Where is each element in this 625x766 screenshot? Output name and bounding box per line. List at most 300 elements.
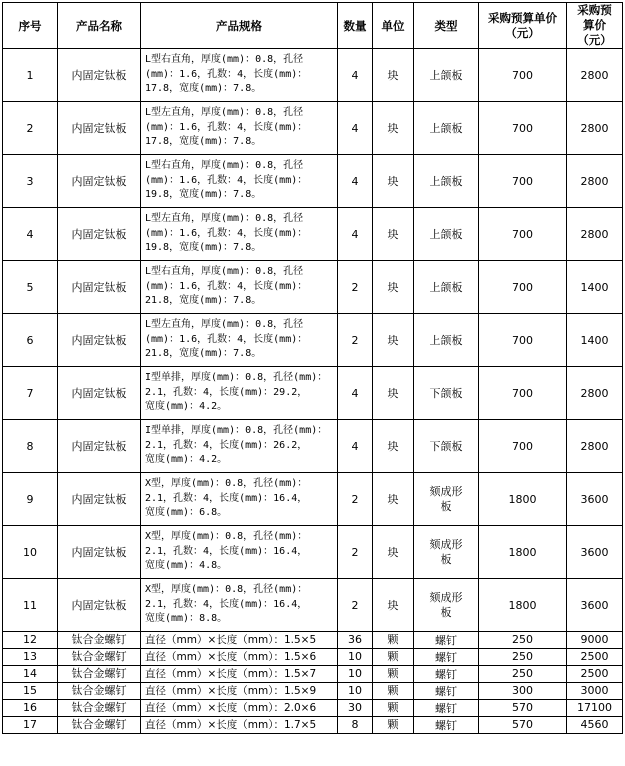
table-row	[3, 473, 623, 526]
cell-seq	[3, 632, 58, 649]
cell-name-text: 内固定钛板	[71, 546, 127, 559]
cell-total-text: 2800	[580, 174, 609, 188]
cell-spec-text: 直径（mm）×长度（mm）：1.7×5	[145, 719, 317, 731]
cell-name	[58, 155, 141, 208]
cell-unit	[373, 579, 414, 632]
cell-type-text: 螺钉	[435, 633, 457, 647]
cell-price	[479, 700, 567, 717]
cell-name-text: 内固定钛板	[71, 281, 127, 294]
cell-qty-text: 2	[351, 280, 359, 294]
cell-spec	[141, 102, 338, 155]
cell-spec	[141, 526, 338, 579]
cell-total	[567, 420, 623, 473]
cell-seq	[3, 261, 58, 314]
cell-spec-text: L型左直角，厚度(mm)：0.8，孔径 (mm)：1.6，孔数：4，长度(mm)： 19.8，宽度(mm)：7.8。	[145, 213, 308, 254]
cell-seq	[3, 649, 58, 666]
cell-type-text: 螺钉	[435, 684, 457, 698]
cell-seq-text: 1	[26, 68, 34, 82]
cell-name-text: 内固定钛板	[71, 599, 127, 612]
table-row	[3, 314, 623, 367]
cell-total	[567, 261, 623, 314]
cell-total	[567, 314, 623, 367]
cell-name	[58, 632, 141, 649]
header-total-text: 采购预 算价 （元）	[577, 3, 612, 47]
cell-price-text: 700	[512, 68, 533, 82]
cell-name-text: 钛合金螺钉	[71, 650, 127, 663]
cell-name	[58, 420, 141, 473]
cell-total-text: 9000	[580, 633, 609, 646]
cell-seq	[3, 314, 58, 367]
table-row	[3, 261, 623, 314]
header-price	[479, 3, 567, 49]
cell-price-text: 700	[512, 333, 533, 347]
cell-qty	[338, 367, 373, 420]
cell-qty	[338, 102, 373, 155]
cell-type	[414, 683, 479, 700]
cell-qty	[338, 49, 373, 102]
cell-total-text: 3600	[580, 545, 609, 559]
cell-price	[479, 683, 567, 700]
cell-price-text: 1800	[508, 545, 537, 559]
cell-spec	[141, 155, 338, 208]
header-spec: 产品规格	[141, 3, 338, 49]
cell-unit-text: 颗	[387, 650, 399, 663]
table-row	[3, 632, 623, 649]
cell-unit	[373, 683, 414, 700]
cell-price	[479, 420, 567, 473]
header-price-text: 采购预算单价 （元）	[488, 10, 557, 40]
cell-name-text: 钛合金螺钉	[71, 718, 127, 731]
table-row	[3, 208, 623, 261]
cell-total-text: 2800	[580, 121, 609, 135]
cell-unit	[373, 473, 414, 526]
cell-qty	[338, 314, 373, 367]
cell-spec-text: L型右直角，厚度(mm)：0.8，孔径 (mm)：1.6，孔数：4，长度(mm)： 17.8，宽度(mm)：7.8。	[145, 54, 308, 95]
cell-seq-text: 10	[23, 545, 37, 559]
cell-type	[414, 420, 479, 473]
cell-total-text: 2800	[580, 227, 609, 241]
cell-total	[567, 526, 623, 579]
cell-price-text: 1800	[508, 492, 537, 506]
cell-qty-text: 10	[348, 684, 362, 697]
cell-price-text: 250	[512, 633, 533, 646]
cell-spec-text: X型，厚度(mm)：0.8，孔径(mm)： 2.1，孔数：4，长度(mm)：16.4， 宽度(mm)：6.8。	[145, 478, 308, 519]
cell-name-text: 钛合金螺钉	[71, 633, 127, 646]
table-row	[3, 49, 623, 102]
cell-total	[567, 666, 623, 683]
header-row	[3, 3, 623, 49]
cell-total	[567, 473, 623, 526]
cell-total-text: 3600	[580, 492, 609, 506]
cell-spec-text: 直径（mm）×长度（mm）：1.5×9	[145, 685, 317, 697]
cell-unit	[373, 367, 414, 420]
cell-spec-text: L型左直角，厚度(mm)：0.8，孔径 (mm)：1.6，孔数：4，长度(mm)： 21.8，宽度(mm)：7.8。	[145, 319, 308, 360]
cell-total	[567, 717, 623, 734]
cell-qty-text: 4	[351, 227, 359, 241]
cell-unit-text: 颗	[387, 684, 399, 697]
cell-type-text: 螺钉	[435, 650, 457, 664]
cell-total	[567, 367, 623, 420]
cell-qty-text: 4	[351, 121, 359, 135]
cell-type	[414, 526, 479, 579]
cell-name	[58, 367, 141, 420]
cell-type	[414, 700, 479, 717]
cell-name-text: 钛合金螺钉	[71, 667, 127, 680]
cell-type-text: 上颌板	[429, 227, 463, 241]
table-row	[3, 367, 623, 420]
cell-type	[414, 314, 479, 367]
cell-unit	[373, 102, 414, 155]
cell-seq	[3, 683, 58, 700]
cell-spec	[141, 683, 338, 700]
cell-total-text: 17100	[577, 701, 612, 714]
table-row	[3, 700, 623, 717]
table-row	[3, 666, 623, 683]
cell-price	[479, 314, 567, 367]
cell-price	[479, 208, 567, 261]
cell-total	[567, 579, 623, 632]
cell-price-text: 250	[512, 650, 533, 663]
cell-spec-text: 直径（mm）×长度（mm）：1.5×6	[145, 651, 317, 663]
cell-name-text: 内固定钛板	[71, 440, 127, 453]
header-name: 产品名称	[58, 3, 141, 49]
header-unit: 单位	[373, 3, 414, 49]
cell-price-text: 700	[512, 439, 533, 453]
cell-price-text: 700	[512, 121, 533, 135]
cell-seq-text: 13	[23, 650, 37, 663]
cell-qty-text: 8	[351, 718, 359, 731]
table-row	[3, 683, 623, 700]
cell-unit	[373, 666, 414, 683]
cell-type	[414, 102, 479, 155]
cell-unit-text: 块	[387, 599, 399, 612]
cell-total	[567, 649, 623, 666]
cell-qty-text: 36	[348, 633, 362, 646]
header-total	[567, 3, 623, 49]
cell-spec	[141, 261, 338, 314]
cell-total	[567, 49, 623, 102]
cell-qty	[338, 632, 373, 649]
cell-price	[479, 632, 567, 649]
cell-unit	[373, 208, 414, 261]
cell-unit	[373, 526, 414, 579]
cell-name	[58, 526, 141, 579]
cell-type-text: 上颌板	[429, 333, 463, 347]
table-row	[3, 420, 623, 473]
cell-price	[479, 717, 567, 734]
cell-seq-text: 7	[26, 386, 34, 400]
cell-price	[479, 526, 567, 579]
table-row	[3, 526, 623, 579]
cell-price-text: 700	[512, 386, 533, 400]
cell-total-text: 2800	[580, 68, 609, 82]
cell-seq-text: 17	[23, 718, 37, 731]
cell-total-text: 2800	[580, 386, 609, 400]
cell-unit-text: 块	[387, 387, 399, 400]
header-type: 类型	[414, 3, 479, 49]
cell-spec	[141, 649, 338, 666]
cell-type	[414, 208, 479, 261]
cell-seq	[3, 666, 58, 683]
table-row	[3, 649, 623, 666]
cell-unit	[373, 49, 414, 102]
cell-name	[58, 102, 141, 155]
cell-qty-text: 2	[351, 492, 359, 506]
cell-name	[58, 683, 141, 700]
cell-unit	[373, 420, 414, 473]
cell-unit	[373, 700, 414, 717]
cell-qty	[338, 420, 373, 473]
cell-qty	[338, 473, 373, 526]
cell-type-text: 螺钉	[435, 701, 457, 715]
cell-total	[567, 208, 623, 261]
cell-price	[479, 367, 567, 420]
cell-unit-text: 颗	[387, 633, 399, 646]
cell-name	[58, 717, 141, 734]
cell-type-text: 颏成形 板	[429, 538, 463, 566]
cell-unit	[373, 649, 414, 666]
cell-total-text: 2500	[580, 667, 609, 680]
cell-price	[479, 666, 567, 683]
cell-unit	[373, 632, 414, 649]
cell-spec-text: X型，厚度(mm)：0.8，孔径(mm)： 2.1，孔数：4，长度(mm)：16.4， 宽度(mm)：4.8。	[145, 531, 308, 572]
cell-seq-text: 14	[23, 667, 37, 680]
cell-type	[414, 579, 479, 632]
cell-unit-text: 块	[387, 69, 399, 82]
cell-spec-text: L型右直角，厚度(mm)：0.8，孔径 (mm)：1.6，孔数：4，长度(mm)： 19.8，宽度(mm)：7.8。	[145, 160, 308, 201]
cell-qty	[338, 683, 373, 700]
cell-price-text: 700	[512, 280, 533, 294]
cell-name-text: 内固定钛板	[71, 122, 127, 135]
cell-qty-text: 2	[351, 598, 359, 612]
table-row	[3, 155, 623, 208]
cell-seq	[3, 49, 58, 102]
cell-qty	[338, 579, 373, 632]
cell-qty	[338, 208, 373, 261]
cell-spec	[141, 314, 338, 367]
cell-name-text: 内固定钛板	[71, 228, 127, 241]
cell-qty-text: 2	[351, 333, 359, 347]
cell-seq-text: 6	[26, 333, 34, 347]
cell-total-text: 4560	[580, 718, 609, 731]
cell-type-text: 螺钉	[435, 667, 457, 681]
cell-unit-text: 块	[387, 228, 399, 241]
cell-qty-text: 4	[351, 386, 359, 400]
cell-unit-text: 块	[387, 175, 399, 188]
cell-price	[479, 49, 567, 102]
cell-unit	[373, 717, 414, 734]
cell-spec	[141, 666, 338, 683]
cell-unit-text: 块	[387, 122, 399, 135]
cell-qty	[338, 666, 373, 683]
cell-seq-text: 4	[26, 227, 34, 241]
cell-name-text: 钛合金螺钉	[71, 701, 127, 714]
cell-total	[567, 155, 623, 208]
cell-spec	[141, 420, 338, 473]
cell-qty-text: 10	[348, 650, 362, 663]
cell-type	[414, 155, 479, 208]
cell-name	[58, 700, 141, 717]
cell-spec	[141, 579, 338, 632]
cell-price-text: 300	[512, 684, 533, 697]
cell-price-text: 250	[512, 667, 533, 680]
cell-price-text: 570	[512, 701, 533, 714]
cell-type-text: 下颌板	[429, 439, 463, 453]
cell-type-text: 下颌板	[429, 386, 463, 400]
cell-type	[414, 367, 479, 420]
cell-seq-text: 3	[26, 174, 34, 188]
cell-name-text: 内固定钛板	[71, 387, 127, 400]
cell-type-text: 上颌板	[429, 68, 463, 82]
cell-spec-text: L型右直角，厚度(mm)：0.8，孔径 (mm)：1.6，孔数：4，长度(mm)： 21.8，宽度(mm)：7.8。	[145, 266, 308, 307]
cell-price-text: 700	[512, 227, 533, 241]
cell-spec	[141, 367, 338, 420]
cell-price-text: 570	[512, 718, 533, 731]
cell-qty	[338, 700, 373, 717]
cell-seq	[3, 420, 58, 473]
header-seq: 序号	[3, 3, 58, 49]
cell-name	[58, 314, 141, 367]
cell-type	[414, 649, 479, 666]
cell-name	[58, 49, 141, 102]
cell-price	[479, 155, 567, 208]
cell-price	[479, 579, 567, 632]
cell-name-text: 内固定钛板	[71, 69, 127, 82]
cell-name	[58, 261, 141, 314]
cell-type-text: 颏成形 板	[429, 485, 463, 513]
cell-total	[567, 632, 623, 649]
cell-type	[414, 261, 479, 314]
cell-name	[58, 649, 141, 666]
cell-type	[414, 473, 479, 526]
cell-type-text: 颏成形 板	[429, 591, 463, 619]
procurement-table	[2, 2, 623, 734]
cell-name-text: 内固定钛板	[71, 334, 127, 347]
cell-qty	[338, 261, 373, 314]
cell-price-text: 700	[512, 174, 533, 188]
cell-qty-text: 4	[351, 68, 359, 82]
cell-spec	[141, 632, 338, 649]
cell-qty-text: 2	[351, 545, 359, 559]
cell-qty-text: 10	[348, 667, 362, 680]
cell-price	[479, 102, 567, 155]
cell-type-text: 上颌板	[429, 121, 463, 135]
cell-unit-text: 块	[387, 493, 399, 506]
cell-seq	[3, 473, 58, 526]
cell-spec-text: 直径（mm）×长度（mm）：1.5×5	[145, 634, 317, 646]
cell-seq	[3, 526, 58, 579]
cell-seq	[3, 155, 58, 208]
cell-seq-text: 16	[23, 701, 37, 714]
cell-unit	[373, 314, 414, 367]
table-row	[3, 579, 623, 632]
cell-seq	[3, 717, 58, 734]
cell-unit-text: 块	[387, 546, 399, 559]
cell-type-text: 上颌板	[429, 280, 463, 294]
cell-unit-text: 颗	[387, 701, 399, 714]
cell-total-text: 2500	[580, 650, 609, 663]
cell-price	[479, 473, 567, 526]
cell-name	[58, 208, 141, 261]
cell-seq-text: 9	[26, 492, 34, 506]
cell-unit-text: 块	[387, 334, 399, 347]
cell-seq	[3, 208, 58, 261]
cell-qty	[338, 155, 373, 208]
cell-total-text: 1400	[580, 280, 609, 294]
cell-name	[58, 666, 141, 683]
cell-unit	[373, 155, 414, 208]
cell-type	[414, 666, 479, 683]
cell-type-text: 螺钉	[435, 718, 457, 732]
table-row	[3, 717, 623, 734]
cell-seq-text: 11	[23, 598, 37, 612]
cell-spec	[141, 700, 338, 717]
cell-qty	[338, 526, 373, 579]
cell-spec	[141, 717, 338, 734]
cell-total	[567, 700, 623, 717]
cell-unit	[373, 261, 414, 314]
cell-name-text: 钛合金螺钉	[71, 684, 127, 697]
cell-total	[567, 102, 623, 155]
cell-name	[58, 579, 141, 632]
cell-price-text: 1800	[508, 598, 537, 612]
cell-total-text: 2800	[580, 439, 609, 453]
cell-unit-text: 颗	[387, 718, 399, 731]
cell-seq-text: 2	[26, 121, 34, 135]
cell-seq	[3, 367, 58, 420]
cell-unit-text: 颗	[387, 667, 399, 680]
table-body	[3, 49, 623, 734]
cell-unit-text: 块	[387, 440, 399, 453]
cell-total-text: 3000	[580, 684, 609, 697]
cell-price	[479, 649, 567, 666]
cell-seq	[3, 700, 58, 717]
cell-type	[414, 632, 479, 649]
cell-spec	[141, 49, 338, 102]
cell-spec	[141, 208, 338, 261]
cell-total-text: 1400	[580, 333, 609, 347]
cell-name-text: 内固定钛板	[71, 493, 127, 506]
cell-spec-text: X型，厚度(mm)：0.8，孔径(mm)： 2.1，孔数：4，长度(mm)：16.4， 宽度(mm)：8.8。	[145, 584, 308, 625]
cell-name	[58, 473, 141, 526]
header-qty: 数量	[338, 3, 373, 49]
cell-spec-text: I型单排，厚度(mm)：0.8，孔径(mm)： 2.1，孔数：4，长度(mm)：29.2， 宽度(mm)：4.2。	[145, 372, 328, 413]
cell-qty	[338, 717, 373, 734]
cell-qty	[338, 649, 373, 666]
cell-type	[414, 717, 479, 734]
cell-seq-text: 15	[23, 684, 37, 697]
cell-seq	[3, 102, 58, 155]
cell-type	[414, 49, 479, 102]
cell-total	[567, 683, 623, 700]
cell-unit-text: 块	[387, 281, 399, 294]
cell-spec	[141, 473, 338, 526]
cell-spec-text: 直径（mm）×长度（mm）：1.5×7	[145, 668, 317, 680]
cell-spec-text: L型左直角，厚度(mm)：0.8，孔径 (mm)：1.6，孔数：4，长度(mm)： 17.8，宽度(mm)：7.8。	[145, 107, 308, 148]
cell-seq-text: 12	[23, 633, 37, 646]
cell-seq-text: 5	[26, 280, 34, 294]
cell-name-text: 内固定钛板	[71, 175, 127, 188]
table-row	[3, 102, 623, 155]
cell-spec-text: I型单排，厚度(mm)：0.8，孔径(mm)： 2.1，孔数：4，长度(mm)：26.2， 宽度(mm)：4.2。	[145, 425, 328, 466]
cell-qty-text: 4	[351, 174, 359, 188]
cell-seq	[3, 579, 58, 632]
cell-qty-text: 30	[348, 701, 362, 714]
cell-type-text: 上颌板	[429, 174, 463, 188]
cell-total-text: 3600	[580, 598, 609, 612]
cell-spec-text: 直径（mm）×长度（mm）：2.0×6	[145, 702, 317, 714]
cell-qty-text: 4	[351, 439, 359, 453]
